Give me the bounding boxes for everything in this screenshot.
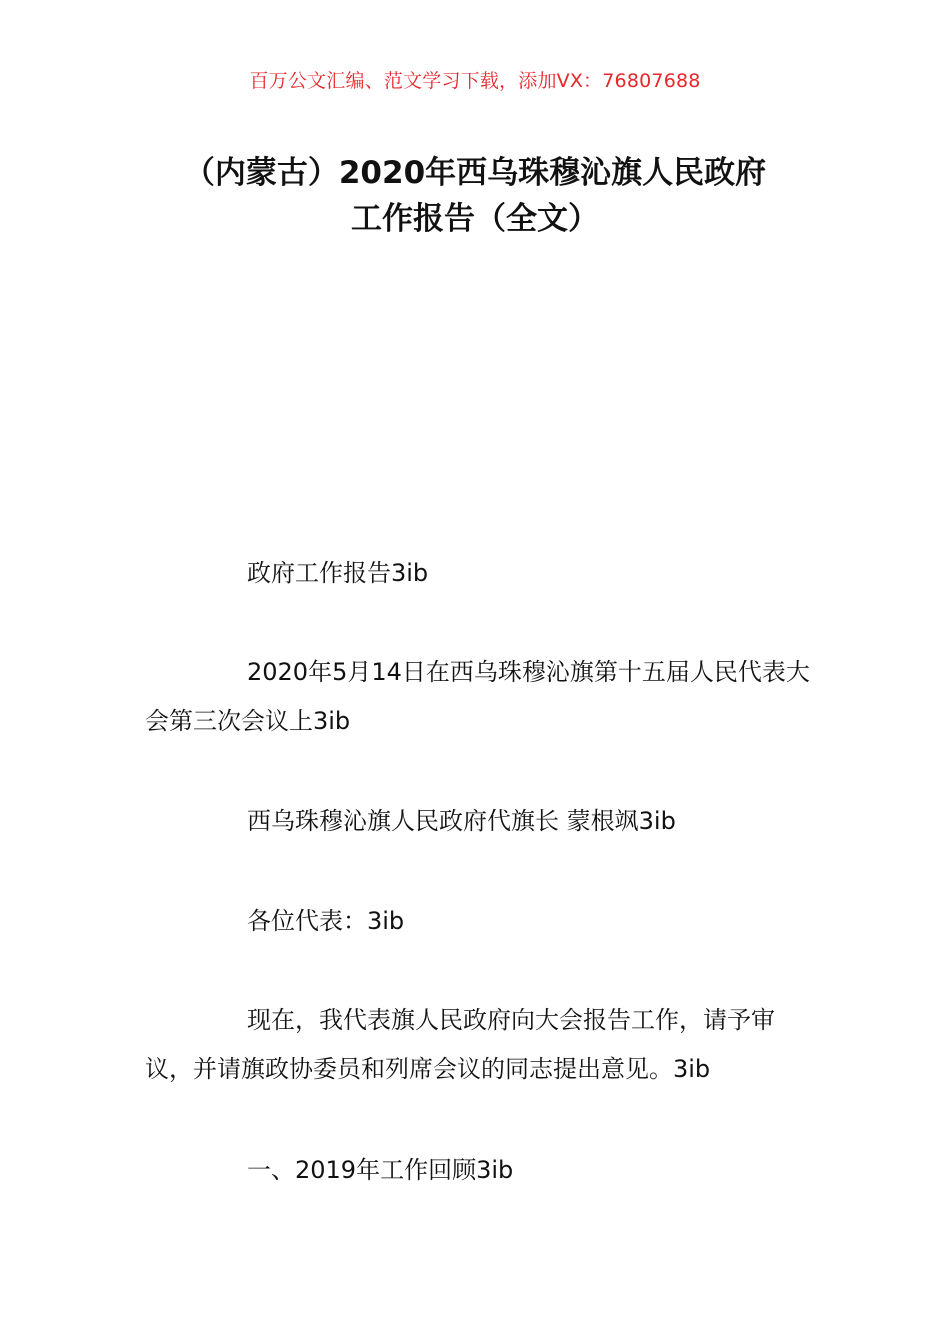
section-heading-review: 一、2019年工作回顾3ib	[247, 1156, 514, 1184]
paragraph-salutation: 各位代表：3ib	[247, 907, 405, 935]
header-promo-note: 百万公文汇编、范文学习下载，添加VX：76807688	[249, 70, 701, 92]
paragraph-speaker: 西乌珠穆沁旗人民政府代旗长 蒙根飒3ib	[247, 807, 676, 835]
document-title-line-1: （内蒙古）2020年西乌珠穆沁旗人民政府	[183, 155, 767, 191]
paragraph-report-label: 政府工作报告3ib	[247, 559, 429, 587]
paragraph-opening: 现在，我代表旗人民政府向大会报告工作，请予审议，并请旗政协委员和列席会议的同志提出意见。3ib	[145, 1006, 775, 1083]
document-title-line-2: 工作报告（全文）	[351, 201, 599, 237]
document-title	[120, 150, 830, 242]
paragraph-meeting-date: 2020年5月14日在西乌珠穆沁旗第十五届人民代表大会第三次会议上3ib	[145, 658, 810, 735]
